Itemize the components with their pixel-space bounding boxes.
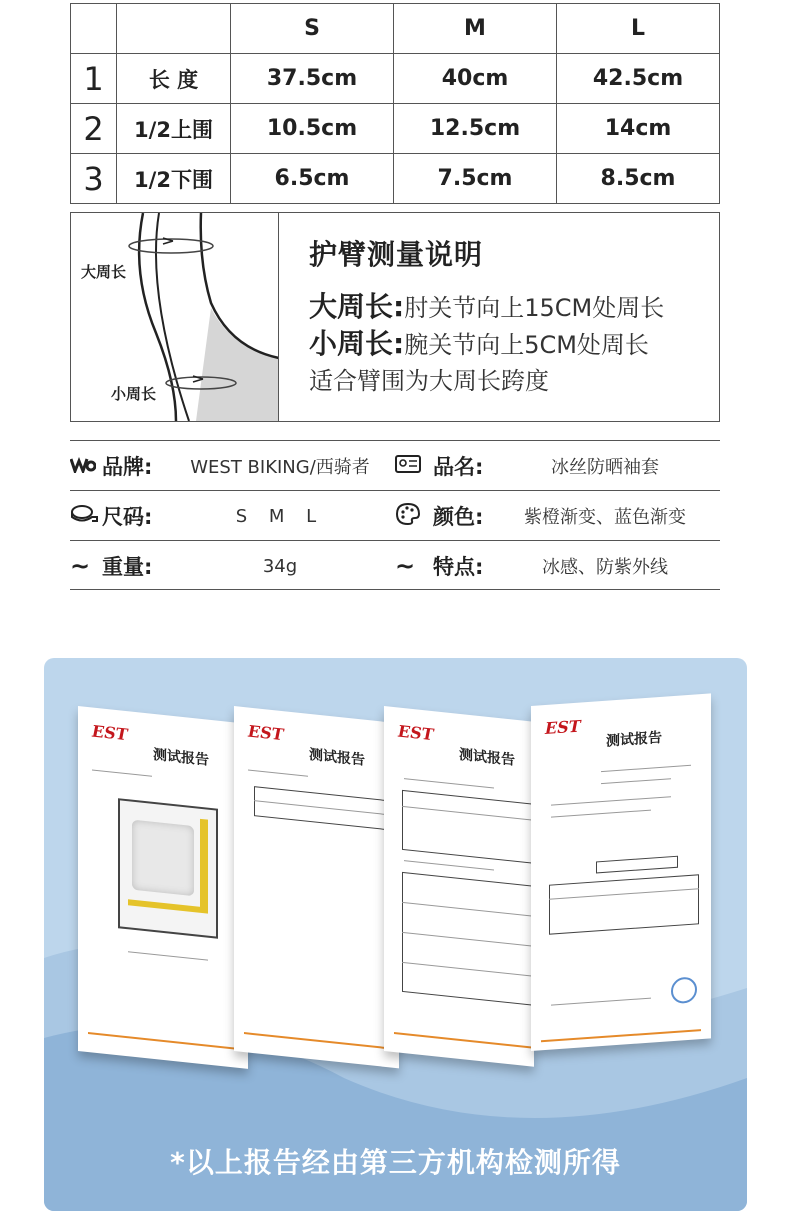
weight-group [70, 541, 152, 591]
row-index: 1 [71, 54, 117, 104]
table-header-row [71, 4, 720, 54]
color-value: 紫橙渐变、蓝色渐变 [524, 507, 686, 528]
color-key: 颜色: [433, 505, 484, 529]
size-value: S M L [235, 505, 325, 527]
note-text: 腕关节向上5CM处周长 [404, 331, 649, 359]
note-text: 肘关节向上15CM处周长 [404, 294, 665, 322]
feature-value: 冰感、防紫外线 [542, 557, 668, 578]
report-page-3 [384, 706, 534, 1067]
feature-group [395, 541, 483, 591]
row-value: 37.5cm [231, 54, 394, 104]
measurement-title: 护臂测量说明 [309, 238, 484, 271]
row-index: 3 [71, 154, 117, 204]
row-value: 6.5cm [231, 154, 394, 204]
product-value: 冰丝防晒袖套 [551, 457, 659, 478]
row-index: 2 [71, 104, 117, 154]
report-caption: *以上报告经由第三方机构检测所得 [170, 1146, 621, 1179]
report-title: 测试报告 [309, 746, 365, 769]
header-cell [117, 4, 231, 54]
row-name: 1/2下围 [117, 154, 231, 204]
est-logo: EST [545, 716, 581, 739]
color-group [395, 491, 483, 541]
feature-key: 特点: [433, 555, 484, 579]
small-circumference-label: 小周长 [111, 385, 157, 403]
measurement-notes [309, 233, 709, 399]
brand-key: 品牌: [102, 455, 153, 479]
header-cell-m: M [394, 4, 557, 54]
tilde-icon: ~ [395, 552, 416, 580]
header-cell-s: S [231, 4, 394, 54]
test-report-panel [44, 658, 747, 1211]
est-logo: EST [398, 721, 434, 745]
brand-value: WEST BIKING/西骑者 [190, 457, 370, 478]
info-row [70, 490, 720, 540]
header-cell-l: L [557, 4, 720, 54]
wb-logo-icon [70, 454, 102, 478]
row-value: 10.5cm [231, 104, 394, 154]
table-row [71, 154, 720, 204]
report-page-4 [531, 693, 711, 1051]
weight-key: 重量: [102, 555, 153, 579]
table-row [71, 54, 720, 104]
row-value: 42.5cm [557, 54, 720, 104]
note-line-2 [309, 326, 709, 363]
info-row [70, 540, 720, 590]
row-value: 8.5cm [557, 154, 720, 204]
note-line-3: 适合臂围为大周长跨度 [309, 367, 549, 395]
row-value: 7.5cm [394, 154, 557, 204]
arm-sleeve-illustration [71, 213, 279, 421]
big-circumference-label: 大周长 [81, 263, 127, 281]
measurement-box [70, 212, 720, 422]
header-cell [71, 4, 117, 54]
report-title: 测试报告 [459, 746, 515, 769]
note-line-1 [309, 289, 709, 326]
row-value: 40cm [394, 54, 557, 104]
info-row [70, 440, 720, 490]
note-key: 大周长: [309, 290, 405, 323]
size-table [70, 3, 720, 204]
report-page-2 [234, 706, 399, 1068]
row-value: 12.5cm [394, 104, 557, 154]
product-key: 品名: [433, 455, 484, 479]
report-page-1 [78, 706, 248, 1069]
palette-icon [395, 502, 427, 531]
row-name: 长 度 [117, 54, 231, 104]
report-title: 测试报告 [153, 746, 209, 769]
est-logo: EST [248, 721, 284, 745]
product-group [395, 441, 483, 491]
row-value: 14cm [557, 104, 720, 154]
tape-measure-icon [70, 504, 102, 529]
id-card-icon [395, 454, 427, 478]
brand-group [70, 441, 152, 491]
product-info [70, 440, 720, 590]
note-key: 小周长: [309, 327, 405, 360]
est-logo: EST [92, 721, 128, 745]
row-name: 1/2上围 [117, 104, 231, 154]
weight-value: 34g [262, 555, 298, 577]
tilde-icon: ~ [70, 552, 91, 580]
report-title: 测试报告 [606, 729, 662, 750]
table-row [71, 104, 720, 154]
size-group [70, 491, 152, 541]
size-key: 尺码: [102, 505, 153, 529]
arm-outline-icon [71, 213, 279, 421]
